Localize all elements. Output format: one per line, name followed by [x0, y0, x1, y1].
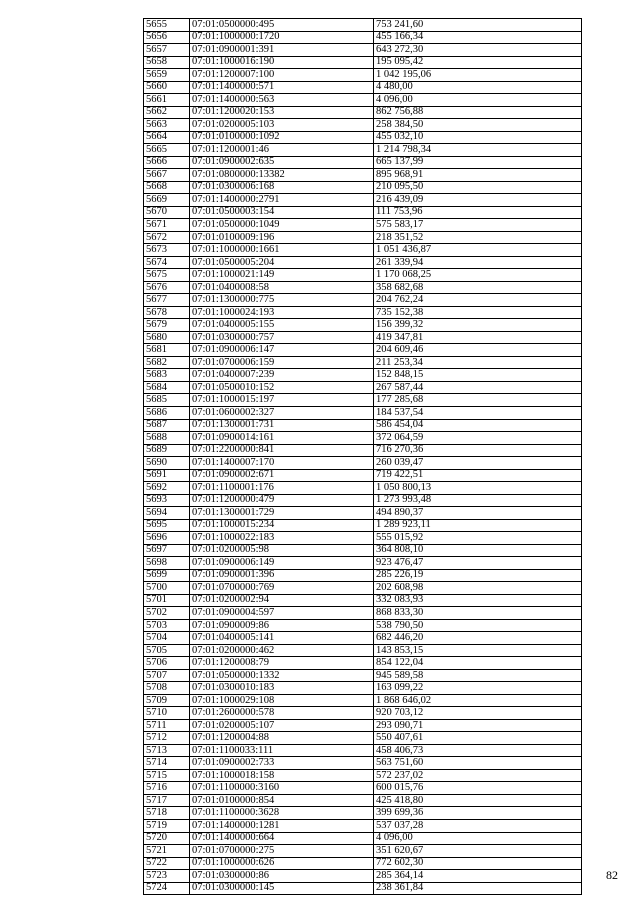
row-number-cell: 5714 — [144, 757, 190, 770]
table-row — [144, 594, 582, 607]
page-number: 82 — [606, 868, 618, 882]
row-number-cell: 5702 — [144, 607, 190, 620]
table-row — [144, 106, 582, 119]
row-number-cell: 5699 — [144, 569, 190, 582]
table-row — [144, 569, 582, 582]
value-cell: 285 226,19 — [374, 569, 582, 582]
row-number-cell: 5716 — [144, 782, 190, 795]
cadastral-number-cell: 07:01:1100033:111 — [190, 744, 374, 757]
value-cell: 358 682,68 — [374, 281, 582, 294]
value-cell: 4 096,00 — [374, 94, 582, 107]
cadastral-number-cell: 07:01:0500000:495 — [190, 19, 374, 32]
value-cell: 643 272,30 — [374, 44, 582, 57]
table-row — [144, 882, 582, 895]
table-row — [144, 219, 582, 232]
cadastral-number-cell: 07:01:0500000:1332 — [190, 669, 374, 682]
row-number-cell: 5683 — [144, 369, 190, 382]
cadastral-number-cell: 07:01:0100000:854 — [190, 794, 374, 807]
value-cell: 285 364,14 — [374, 870, 582, 883]
cadastral-number-cell: 07:01:1300001:731 — [190, 419, 374, 432]
cadastral-number-cell: 07:01:0200005:103 — [190, 119, 374, 132]
table-row — [144, 807, 582, 820]
table-row — [144, 532, 582, 545]
cadastral-number-cell: 07:01:1000016:190 — [190, 56, 374, 69]
row-number-cell: 5696 — [144, 532, 190, 545]
row-number-cell: 5692 — [144, 482, 190, 495]
table-row — [144, 682, 582, 695]
table-row — [144, 356, 582, 369]
cadastral-number-cell: 07:01:0500005:204 — [190, 256, 374, 269]
value-cell: 862 756,88 — [374, 106, 582, 119]
value-cell: 1 289 923,11 — [374, 519, 582, 532]
value-cell: 1 051 436,87 — [374, 244, 582, 257]
table-row — [144, 394, 582, 407]
row-number-cell: 5676 — [144, 281, 190, 294]
value-cell: 555 015,92 — [374, 532, 582, 545]
table-row — [144, 119, 582, 132]
table-row — [144, 494, 582, 507]
value-cell: 537 037,28 — [374, 820, 582, 833]
table-row — [144, 181, 582, 194]
table-row — [144, 144, 582, 157]
value-cell: 293 090,71 — [374, 719, 582, 732]
value-cell: 895 968,91 — [374, 169, 582, 182]
table-row — [144, 845, 582, 858]
row-number-cell: 5657 — [144, 44, 190, 57]
row-number-cell: 5667 — [144, 169, 190, 182]
cadastral-number-cell: 07:01:0300010:183 — [190, 682, 374, 695]
cadastral-number-cell: 07:01:1200007:100 — [190, 69, 374, 82]
value-cell: 600 015,76 — [374, 782, 582, 795]
table-row — [144, 156, 582, 169]
table-row — [144, 69, 582, 82]
value-cell: 332 083,93 — [374, 594, 582, 607]
cadastral-number-cell: 07:01:0600002:327 — [190, 406, 374, 419]
value-cell: 682 446,20 — [374, 632, 582, 645]
cadastral-number-cell: 07:01:0200005:107 — [190, 719, 374, 732]
value-cell: 1 050 800,13 — [374, 482, 582, 495]
row-number-cell: 5691 — [144, 469, 190, 482]
cadastral-number-cell: 07:01:1100000:3160 — [190, 782, 374, 795]
table-row — [144, 607, 582, 620]
cadastral-number-cell: 07:01:0800000:13382 — [190, 169, 374, 182]
table-row — [144, 244, 582, 257]
cadastral-number-cell: 07:01:0200000:462 — [190, 644, 374, 657]
row-number-cell: 5700 — [144, 582, 190, 595]
value-cell: 4 096,00 — [374, 832, 582, 845]
table-row — [144, 432, 582, 445]
row-number-cell: 5665 — [144, 144, 190, 157]
table-row — [144, 669, 582, 682]
cadastral-number-cell: 07:01:0200002:94 — [190, 594, 374, 607]
cadastral-number-cell: 07:01:1100001:176 — [190, 482, 374, 495]
cadastral-number-cell: 07:01:1000015:197 — [190, 394, 374, 407]
row-number-cell: 5689 — [144, 444, 190, 457]
table-row — [144, 419, 582, 432]
row-number-cell: 5690 — [144, 457, 190, 470]
value-cell: 216 439,09 — [374, 194, 582, 207]
row-number-cell: 5707 — [144, 669, 190, 682]
value-cell: 753 241,60 — [374, 19, 582, 32]
value-cell: 455 166,34 — [374, 31, 582, 44]
cadastral-number-cell: 07:01:1400000:563 — [190, 94, 374, 107]
cadastral-number-cell: 07:01:0500003:154 — [190, 206, 374, 219]
row-number-cell: 5672 — [144, 231, 190, 244]
cadastral-number-cell: 07:01:0300000:145 — [190, 882, 374, 895]
row-number-cell: 5710 — [144, 707, 190, 720]
table-row — [144, 782, 582, 795]
table-row — [144, 194, 582, 207]
row-number-cell: 5718 — [144, 807, 190, 820]
cadastral-number-cell: 07:01:0400007:239 — [190, 369, 374, 382]
row-number-cell: 5720 — [144, 832, 190, 845]
row-number-cell: 5668 — [144, 181, 190, 194]
value-cell: 455 032,10 — [374, 131, 582, 144]
table-row — [144, 820, 582, 833]
value-cell: 923 476,47 — [374, 557, 582, 570]
cadastral-number-cell: 07:01:0900002:671 — [190, 469, 374, 482]
value-cell: 260 039,47 — [374, 457, 582, 470]
row-number-cell: 5705 — [144, 644, 190, 657]
row-number-cell: 5678 — [144, 306, 190, 319]
value-cell: 425 418,80 — [374, 794, 582, 807]
value-cell: 218 351,52 — [374, 231, 582, 244]
table-row — [144, 81, 582, 94]
cadastral-number-cell: 07:01:0300006:168 — [190, 181, 374, 194]
value-cell: 211 253,34 — [374, 356, 582, 369]
cadastral-number-cell: 07:01:1100000:3628 — [190, 807, 374, 820]
cadastral-number-cell: 07:01:1000000:1720 — [190, 31, 374, 44]
row-number-cell: 5681 — [144, 344, 190, 357]
value-cell: 586 454,04 — [374, 419, 582, 432]
table-row — [144, 406, 582, 419]
table-row — [144, 256, 582, 269]
cadastral-number-cell: 07:01:1400007:170 — [190, 457, 374, 470]
value-cell: 184 537,54 — [374, 406, 582, 419]
cadastral-number-cell: 07:01:0900006:149 — [190, 557, 374, 570]
value-cell: 399 699,36 — [374, 807, 582, 820]
cadastral-number-cell: 07:01:0900004:597 — [190, 607, 374, 620]
table-row — [144, 457, 582, 470]
row-number-cell: 5704 — [144, 632, 190, 645]
row-number-cell: 5698 — [144, 557, 190, 570]
row-number-cell: 5679 — [144, 319, 190, 332]
cadastral-number-cell: 07:01:1200001:46 — [190, 144, 374, 157]
cadastral-number-cell: 07:01:0500010:152 — [190, 381, 374, 394]
cadastral-number-cell: 07:01:1200000:479 — [190, 494, 374, 507]
table-row — [144, 507, 582, 520]
value-cell: 258 384,50 — [374, 119, 582, 132]
value-cell: 563 751,60 — [374, 757, 582, 770]
value-cell: 665 137,99 — [374, 156, 582, 169]
value-cell: 267 587,44 — [374, 381, 582, 394]
table-row — [144, 657, 582, 670]
value-cell: 1 214 798,34 — [374, 144, 582, 157]
table-row — [144, 644, 582, 657]
cadastral-number-cell: 07:01:0700000:275 — [190, 845, 374, 858]
table-row — [144, 632, 582, 645]
row-number-cell: 5655 — [144, 19, 190, 32]
value-cell: 351 620,67 — [374, 845, 582, 858]
row-number-cell: 5684 — [144, 381, 190, 394]
table-row — [144, 544, 582, 557]
value-cell: 177 285,68 — [374, 394, 582, 407]
cadastral-number-cell: 07:01:0900002:635 — [190, 156, 374, 169]
row-number-cell: 5663 — [144, 119, 190, 132]
value-cell: 372 064,59 — [374, 432, 582, 445]
value-cell: 111 753,96 — [374, 206, 582, 219]
row-number-cell: 5671 — [144, 219, 190, 232]
value-cell: 494 890,37 — [374, 507, 582, 520]
table-row — [144, 44, 582, 57]
table-row — [144, 469, 582, 482]
cadastral-number-cell: 07:01:1300000:775 — [190, 294, 374, 307]
cadastral-number-cell: 07:01:1000015:234 — [190, 519, 374, 532]
value-cell: 210 095,50 — [374, 181, 582, 194]
row-number-cell: 5659 — [144, 69, 190, 82]
table-row — [144, 381, 582, 394]
value-cell: 945 589,58 — [374, 669, 582, 682]
value-cell: 716 270,36 — [374, 444, 582, 457]
table-row — [144, 744, 582, 757]
table-row — [144, 294, 582, 307]
value-cell: 1 868 646,02 — [374, 694, 582, 707]
row-number-cell: 5662 — [144, 106, 190, 119]
cadastral-number-cell: 07:01:1000000:1661 — [190, 244, 374, 257]
row-number-cell: 5701 — [144, 594, 190, 607]
value-cell: 163 099,22 — [374, 682, 582, 695]
row-number-cell: 5703 — [144, 619, 190, 632]
cadastral-number-cell: 07:01:1200020:153 — [190, 106, 374, 119]
table-row — [144, 444, 582, 457]
cadastral-number-cell: 07:01:0300000:86 — [190, 870, 374, 883]
row-number-cell: 5669 — [144, 194, 190, 207]
value-cell: 204 609,46 — [374, 344, 582, 357]
cadastral-number-cell: 07:01:0400008:58 — [190, 281, 374, 294]
value-cell: 719 422,51 — [374, 469, 582, 482]
row-number-cell: 5661 — [144, 94, 190, 107]
table-row — [144, 794, 582, 807]
table-row — [144, 619, 582, 632]
row-number-cell: 5660 — [144, 81, 190, 94]
table-row — [144, 344, 582, 357]
value-cell: 854 122,04 — [374, 657, 582, 670]
row-number-cell: 5719 — [144, 820, 190, 833]
cadastral-number-cell: 07:01:1000029:108 — [190, 694, 374, 707]
row-number-cell: 5687 — [144, 419, 190, 432]
cadastral-number-cell: 07:01:1400000:664 — [190, 832, 374, 845]
value-cell: 143 853,15 — [374, 644, 582, 657]
value-cell: 868 833,30 — [374, 607, 582, 620]
table-row — [144, 857, 582, 870]
table-row — [144, 19, 582, 32]
row-number-cell: 5712 — [144, 732, 190, 745]
cadastral-number-cell: 07:01:0900002:733 — [190, 757, 374, 770]
value-cell: 195 095,42 — [374, 56, 582, 69]
row-number-cell: 5693 — [144, 494, 190, 507]
table-row — [144, 31, 582, 44]
table-row — [144, 231, 582, 244]
value-cell: 1 170 068,25 — [374, 269, 582, 282]
table-row — [144, 732, 582, 745]
cadastral-number-cell: 07:01:0400005:155 — [190, 319, 374, 332]
table-row — [144, 719, 582, 732]
cadastral-number-cell: 07:01:0300000:757 — [190, 331, 374, 344]
row-number-cell: 5666 — [144, 156, 190, 169]
cadastral-number-cell: 07:01:1000022:183 — [190, 532, 374, 545]
table-row — [144, 757, 582, 770]
table-row — [144, 169, 582, 182]
value-cell: 202 608,98 — [374, 582, 582, 595]
row-number-cell: 5656 — [144, 31, 190, 44]
cadastral-number-cell: 07:01:1000000:626 — [190, 857, 374, 870]
row-number-cell: 5709 — [144, 694, 190, 707]
cadastral-number-cell: 07:01:1000021:149 — [190, 269, 374, 282]
row-number-cell: 5686 — [144, 406, 190, 419]
table-row — [144, 269, 582, 282]
value-cell: 261 339,94 — [374, 256, 582, 269]
cadastral-number-cell: 07:01:0900001:396 — [190, 569, 374, 582]
value-cell: 364 808,10 — [374, 544, 582, 557]
row-number-cell: 5694 — [144, 507, 190, 520]
cadastral-number-cell: 07:01:0100009:196 — [190, 231, 374, 244]
row-number-cell: 5697 — [144, 544, 190, 557]
table-row — [144, 331, 582, 344]
value-cell: 1 042 195,06 — [374, 69, 582, 82]
cadastral-number-cell: 07:01:0900009:86 — [190, 619, 374, 632]
table-row — [144, 769, 582, 782]
table-body — [144, 19, 582, 895]
value-cell: 772 602,30 — [374, 857, 582, 870]
table-row — [144, 557, 582, 570]
table-row — [144, 582, 582, 595]
cadastral-number-cell: 07:01:2200000:841 — [190, 444, 374, 457]
cadastral-number-cell: 07:01:1400000:571 — [190, 81, 374, 94]
cadastral-number-cell: 07:01:0900001:391 — [190, 44, 374, 57]
cadastral-number-cell: 07:01:1400000:2791 — [190, 194, 374, 207]
value-cell: 4 480,00 — [374, 81, 582, 94]
value-cell: 920 703,12 — [374, 707, 582, 720]
cadastral-number-cell: 07:01:0700000:769 — [190, 582, 374, 595]
row-number-cell: 5722 — [144, 857, 190, 870]
row-number-cell: 5723 — [144, 870, 190, 883]
table-row — [144, 832, 582, 845]
cadastral-number-cell: 07:01:0500000:1049 — [190, 219, 374, 232]
table-row — [144, 482, 582, 495]
row-number-cell: 5685 — [144, 394, 190, 407]
table-row — [144, 94, 582, 107]
row-number-cell: 5706 — [144, 657, 190, 670]
row-number-cell: 5724 — [144, 882, 190, 895]
value-cell: 458 406,73 — [374, 744, 582, 757]
row-number-cell: 5708 — [144, 682, 190, 695]
value-cell: 152 848,15 — [374, 369, 582, 382]
value-cell: 575 583,17 — [374, 219, 582, 232]
cadastral-number-cell: 07:01:1000018:158 — [190, 769, 374, 782]
row-number-cell: 5674 — [144, 256, 190, 269]
cadastral-number-cell: 07:01:1200008:79 — [190, 657, 374, 670]
row-number-cell: 5711 — [144, 719, 190, 732]
row-number-cell: 5715 — [144, 769, 190, 782]
row-number-cell: 5658 — [144, 56, 190, 69]
value-cell: 238 361,84 — [374, 882, 582, 895]
cadastral-number-cell: 07:01:2600000:578 — [190, 707, 374, 720]
row-number-cell: 5673 — [144, 244, 190, 257]
cadastral-number-cell: 07:01:0900014:161 — [190, 432, 374, 445]
value-cell: 419 347,81 — [374, 331, 582, 344]
cadastral-number-cell: 07:01:0700006:159 — [190, 356, 374, 369]
value-cell: 538 790,50 — [374, 619, 582, 632]
value-cell: 550 407,61 — [374, 732, 582, 745]
table-row — [144, 870, 582, 883]
value-cell: 204 762,24 — [374, 294, 582, 307]
table-row — [144, 707, 582, 720]
row-number-cell: 5682 — [144, 356, 190, 369]
row-number-cell: 5670 — [144, 206, 190, 219]
table-row — [144, 206, 582, 219]
row-number-cell: 5677 — [144, 294, 190, 307]
cadastral-number-cell: 07:01:1400000:1281 — [190, 820, 374, 833]
row-number-cell: 5664 — [144, 131, 190, 144]
row-number-cell: 5680 — [144, 331, 190, 344]
row-number-cell: 5675 — [144, 269, 190, 282]
cadastral-number-cell: 07:01:1000024:193 — [190, 306, 374, 319]
cadastral-number-cell: 07:01:1300001:729 — [190, 507, 374, 520]
cadastral-number-cell: 07:01:1200004:88 — [190, 732, 374, 745]
table-row — [144, 56, 582, 69]
table-row — [144, 281, 582, 294]
table-row — [144, 306, 582, 319]
value-cell: 735 152,38 — [374, 306, 582, 319]
cadastral-number-cell: 07:01:0200005:98 — [190, 544, 374, 557]
table-row — [144, 131, 582, 144]
value-cell: 156 399,32 — [374, 319, 582, 332]
cadastral-value-table — [143, 18, 582, 895]
table-row — [144, 519, 582, 532]
cadastral-number-cell: 07:01:0900006:147 — [190, 344, 374, 357]
row-number-cell: 5713 — [144, 744, 190, 757]
row-number-cell: 5721 — [144, 845, 190, 858]
value-cell: 572 237,02 — [374, 769, 582, 782]
cadastral-number-cell: 07:01:0400005:141 — [190, 632, 374, 645]
table-row — [144, 694, 582, 707]
row-number-cell: 5695 — [144, 519, 190, 532]
table-row — [144, 319, 582, 332]
row-number-cell: 5688 — [144, 432, 190, 445]
row-number-cell: 5717 — [144, 794, 190, 807]
cadastral-number-cell: 07:01:0100000:1092 — [190, 131, 374, 144]
table-row — [144, 369, 582, 382]
value-cell: 1 273 993,48 — [374, 494, 582, 507]
